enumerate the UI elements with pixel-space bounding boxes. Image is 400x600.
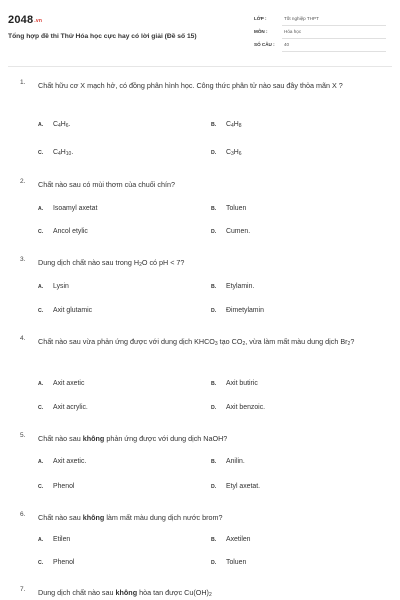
emphasis-not: không [115, 588, 138, 597]
option-c[interactable] [38, 228, 88, 235]
option-letter: C. [38, 150, 44, 156]
option-text: Etilen [53, 536, 71, 543]
option-a[interactable] [38, 205, 97, 212]
meta-count-row [254, 40, 386, 53]
document-header [8, 14, 392, 58]
option-text: Etylamin. [226, 283, 255, 290]
emphasis-not: không [82, 434, 105, 443]
option-letter: B. [211, 459, 217, 465]
option-c[interactable] [38, 483, 74, 490]
meta-underline [282, 51, 386, 52]
meta-underline [282, 38, 386, 39]
option-letter: B. [211, 537, 217, 543]
question-text: Chất hữu cơ X mạch hở, có đồng phân hình học. Công thức phân tử nào sau đây thỏa mãn X ? [38, 81, 343, 90]
option-letter: A. [38, 206, 44, 212]
question-text: Chất nào sau có mùi thơm của chuối chín? [38, 180, 175, 189]
option-text: Anilin. [226, 458, 245, 465]
question-number: 6. [20, 511, 26, 518]
option-text: Cumen. [226, 228, 251, 235]
option-letter: C. [38, 308, 44, 314]
question-text: Chất nào sau không phản ứng được với dung dịch NaOH? [38, 434, 228, 443]
option-letter: C. [38, 560, 44, 566]
option-a[interactable] [38, 283, 69, 290]
option-letter: A. [38, 459, 44, 465]
option-letter: A. [38, 537, 44, 543]
option-text: Isoamyl axetat [53, 205, 98, 212]
option-a[interactable] [38, 380, 84, 387]
question-number: 5. [20, 432, 26, 439]
option-b[interactable] [211, 536, 251, 543]
option-letter: B. [211, 122, 217, 128]
option-letter: B. [211, 381, 217, 387]
option-text: Axit axetic [53, 380, 85, 387]
option-text: Toluen [226, 559, 247, 566]
option-text: Axit axetic. [53, 458, 87, 465]
option-d[interactable] [211, 483, 260, 490]
meta-count-label: SỐ CÂU : [254, 42, 275, 47]
option-letter: C. [38, 405, 44, 411]
question-number: 7. [20, 586, 26, 593]
option-letter: A. [38, 122, 44, 128]
option-c[interactable] [38, 307, 92, 314]
option-letter: D. [211, 229, 217, 235]
meta-subject-label: MÔN : [254, 29, 268, 34]
option-letter: D. [211, 484, 217, 490]
option-b[interactable] [211, 380, 258, 387]
option-b[interactable] [211, 458, 245, 465]
option-text: Ancol etylic [53, 228, 88, 235]
question-number: 1. [20, 79, 26, 86]
option-text: Axit glutamic [53, 307, 93, 314]
question-number: 4. [20, 335, 26, 342]
question-text: Chất nào sau vừa phản ứng được với dung dịch $KHCO_3$ tạo $CO_2$, vừa làm mất màu dung dịch $Br_2$? [38, 337, 355, 347]
site-logo[interactable] [8, 14, 42, 26]
option-letter: C. [38, 484, 44, 490]
logo-text: 2048 [8, 14, 34, 26]
emphasis-not: không [82, 513, 105, 522]
option-letter: D. [211, 308, 217, 314]
question-number: 2. [20, 178, 26, 185]
option-a[interactable] [38, 536, 70, 543]
meta-subject-row [254, 27, 386, 40]
option-text: Axit acrylic. [53, 404, 88, 411]
option-letter: B. [211, 206, 217, 212]
document-meta [254, 14, 386, 53]
question-text: Dung dịch chất nào sau trong $H_2O$ có pH < 7? [38, 258, 185, 268]
logo-suffix: .vn [34, 18, 43, 24]
document-title: Tổng hợp đề thi Thử Hóa học cực hay có lời giải (Đề số 15) [8, 33, 197, 40]
option-text: Axit benzoic. [226, 404, 266, 411]
meta-underline [282, 25, 386, 26]
option-text: Lysin [53, 283, 69, 290]
option-letter: D. [211, 560, 217, 566]
option-d[interactable] [211, 404, 265, 411]
question-text: Dung dịch chất nào sau không hòa tan được $Cu(OH)_2$ [38, 588, 212, 598]
option-d[interactable] [211, 559, 246, 566]
question-text: Chất nào sau không làm mất màu dung dịch nước brom? [38, 513, 223, 522]
meta-class-value: Tốt nghiệp THPT [284, 16, 319, 21]
option-letter: C. [38, 229, 44, 235]
option-a[interactable] [38, 458, 86, 465]
option-text: Phenol [53, 483, 75, 490]
option-b[interactable] [211, 121, 242, 129]
meta-count-value: 40 [284, 42, 290, 47]
option-d[interactable] [211, 307, 264, 314]
option-text: Axit butiric [226, 380, 258, 387]
meta-class-label: LỚP : [254, 16, 267, 21]
option-letter: D. [211, 405, 217, 411]
option-c[interactable] [38, 404, 88, 411]
option-letter: A. [38, 284, 44, 290]
option-c[interactable] [38, 149, 73, 157]
option-text: $C_4H_6$. [53, 121, 71, 129]
option-a[interactable] [38, 121, 70, 129]
option-b[interactable] [211, 283, 254, 290]
option-text: $C_4H_8$ [226, 121, 242, 129]
header-divider [8, 66, 392, 67]
option-letter: A. [38, 381, 44, 387]
meta-class-row [254, 14, 386, 27]
option-b[interactable] [211, 205, 246, 212]
option-d[interactable] [211, 228, 250, 235]
option-text: Toluen [226, 205, 247, 212]
option-text: $C_4H_{10}$. [53, 149, 74, 157]
question-number: 3. [20, 256, 26, 263]
option-text: Axetilen [226, 536, 251, 543]
option-letter: B. [211, 284, 217, 290]
option-c[interactable] [38, 559, 74, 566]
option-text: Etyl axetat. [226, 483, 261, 490]
option-letter: D. [211, 150, 217, 156]
option-text: Đimetylamin [226, 307, 264, 314]
option-d[interactable] [211, 149, 242, 157]
option-text: Phenol [53, 559, 75, 566]
option-text: $C_3H_6$ [226, 149, 242, 157]
meta-subject-value: Hóa học [284, 29, 302, 34]
